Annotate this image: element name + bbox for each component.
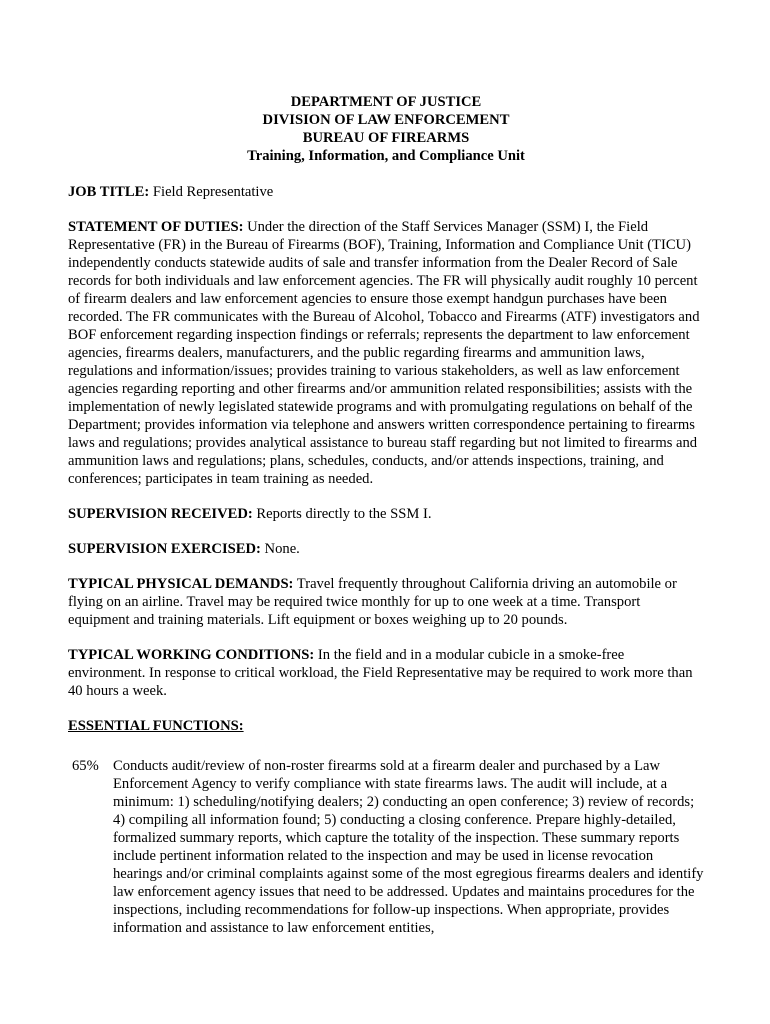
statement-of-duties-label: STATEMENT OF DUTIES:	[68, 219, 244, 235]
supervision-received-label: SUPERVISION RECEIVED:	[68, 506, 253, 522]
working-conditions-label: TYPICAL WORKING CONDITIONS:	[68, 647, 315, 663]
physical-demands-section	[68, 575, 704, 629]
function-description: Conducts audit/review of non-roster firearms sold at a firearm dealer and purchased by a Law Enforcement Agency to verify compliance with state firearms laws. The audit will include, at a minimum: 1) scheduling/notifying dealers; 2) conducting an open conference; 3) review of records; 4) compiling all information found; 5) conducting a closing conference. Prepare highly-detailed, formalized summary reports, which capture the totality of the inspection. These summary reports include pertinent information related to the inspection and may be used in license revocation hearings and/or criminal complaints against some of the most egregious firearms dealers and identify law enforcement agency issues that need to be addressed. Updates and maintains procedures for the inspections, including recommendations for follow-up inspections. When appropriate, provides information and assistance to law enforcement entities,	[113, 758, 704, 936]
department-title: DEPARTMENT OF JUSTICE	[290, 94, 482, 110]
document-page	[68, 93, 704, 937]
physical-demands-text: Travel frequently throughout California driving an automobile or flying on an airline. Travel may be required twice monthly for up to one week at a time. Transport equipment and training materials. Lift equipment or boxes weighing up to 20 pounds.	[68, 576, 677, 628]
supervision-received-text: Reports directly to the SSM I.	[252, 506, 432, 522]
working-conditions-text: In the field and in a modular cubicle in a smoke-free environment. In response to critical workload, the Field Representative may be required to work more than 40 hours a week.	[68, 647, 693, 699]
document-header	[68, 93, 704, 165]
statement-of-duties-text: Under the direction of the Staff Services Manager (SSM) I, the Field Representative (FR) in the Bureau of Firearms (BOF), Training, Information and Compliance Unit (TICU) independently conducts statewide audits of sale and transfer information from the Dealer Record of Sale records for both individuals and law enforcement agencies. The FR will physically audit roughly 10 percent of firearm dealers and law enforcement agencies to ensure those exempt handgun purchases have been recorded. The FR communicates with the Bureau of Alcohol, Tobacco and Firearms (ATF) investigators and BOF enforcement regarding inspection findings or referrals; represents the department to law enforcement agencies, firearms dealers, manufacturers, and the public regarding firearms and ammunition laws, regulations and information/issues; provides training to various stakeholders, as well as law enforcement agencies regarding reporting and other firearms and/or ammunition related responsibilities; assists with the implementation of newly legislated statewide programs and with promulgating regulations on behalf of the Department; provides information via telephone and answers written correspondence pertaining to firearms laws and regulations; provides analytical assistance to bureau staff regarding but not limited to firearms and ammunition laws and regulations; plans, schedules, conducts, and/or attends inspections, training, and conferences; participates in team training as needed.	[68, 219, 700, 487]
supervision-exercised-text: None.	[260, 541, 300, 557]
unit-title: Training, Information, and Compliance Unit	[247, 148, 525, 164]
physical-demands-label: TYPICAL PHYSICAL DEMANDS:	[68, 576, 294, 592]
function-item	[72, 757, 704, 937]
job-title-value: Field Representative	[149, 184, 274, 200]
job-title-section	[68, 183, 704, 201]
division-title: DIVISION OF LAW ENFORCEMENT	[262, 112, 510, 128]
working-conditions-section	[68, 646, 704, 700]
supervision-exercised-section	[68, 540, 704, 558]
essential-functions-heading: ESSENTIAL FUNCTIONS:	[68, 718, 244, 734]
job-title-label: JOB TITLE:	[68, 184, 150, 200]
supervision-received-section	[68, 505, 704, 523]
function-percent: 65%	[72, 758, 99, 774]
statement-of-duties-section	[68, 218, 704, 488]
supervision-exercised-label: SUPERVISION EXERCISED:	[68, 541, 261, 557]
bureau-title: BUREAU OF FIREARMS	[302, 130, 470, 146]
